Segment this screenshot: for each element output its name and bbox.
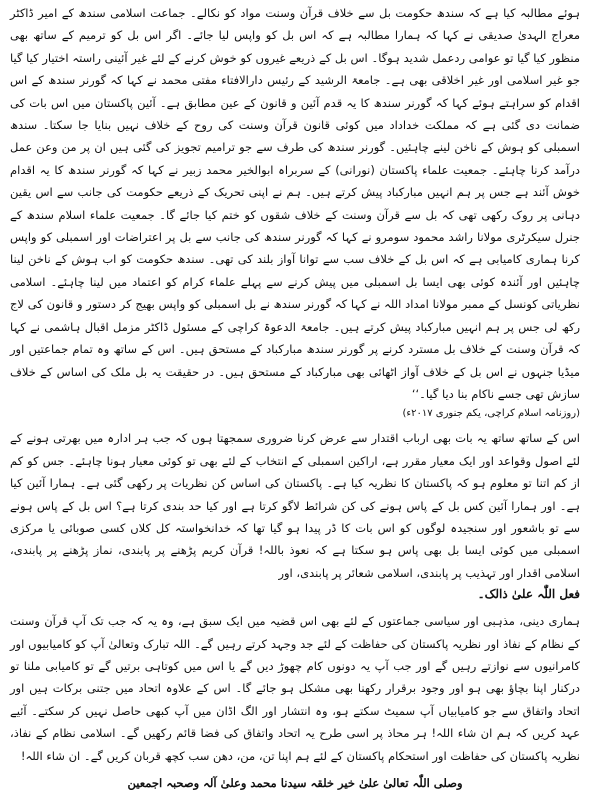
paragraph-assembly-criteria: اس کے ساتھ ساتھ یہ بات بھی ارباب اقتدار سے عرض کرنا ضروری سمجھتا ہوں کہ جب ہر ادارہ میں بھرتی ہونے کے لئے اصول وقواعد اور ایک معیار مقرر ہے، اراکین اسمبلی کے انتخاب کے لئے بھی تو کوئی معیار ہونا چاہئے۔ جس کو کم از کم اتنا تو معلوم ہو کہ پاکستان کا نظریہ کیا ہے۔ پاکستان کی اساس کن نظریات پر رکھی گئی ہے۔ ہمارا آئین کیا ہے۔ اور ہمارا آئین کس بل کے پاس ہونے کی کن شرائط لاگو کرتا ہے اور کیا حد بندی کرتا ہے؟ اس بل کے پاس ہونے سے تو باشعور اور سنجیدہ لوگوں کو اس بات کا ڈر پیدا ہو گیا تھا کہ خدانخواستہ کل کلاں کسی صوبائی یا مرکزی اسمبلی میں کوئی ایسا بل بھی پاس ہو سکتا ہے کہ نعوذ باللہ! قرآن کریم پڑھنے پر پابندی، نماز پڑھنے پر پابندی، اسلامی اقدار اور تہذیب پر پابندی، اسلامی شعائر پر پابندی، اور [10, 431, 580, 580]
article-page [10, 2, 580, 790]
arabic-phrase: فعل اللّٰہ علیٰ ذالک۔ [477, 587, 580, 602]
paragraph-statements: ہوئے مطالبہ کیا ہے کہ سندھ حکومت بل سے خلاف قرآن وسنت مواد کو نکالے۔ جماعت اسلامی سندھ کے امیر ڈاکٹر معراج الہدیٰ صدیقی نے کہا کہ ہمارا مطالبہ ہے کہ اس بل کو واپس لیا جائے۔ اگر اس بل کو ترمیم کے ساتھ بھی منظور کیا گیا تو عوامی ردعمل شدید ہوگا۔ اس بل کے ذریعے غیروں کو خوش کرنے کے لئے غیر آئینی راستہ اختیار کیا گیا جو غیر اسلامی اور غیر اخلاقی بھی ہے۔ جامعۃ الرشید کے رئیس دارالافتاء مفتی محمد نے کہا کہ گورنر سندھ کے اس اقدام کو سراہتے ہوئے کہا کہ گورنر سندھ کا یہ قدم آئین و قانون کے عین مطابق ہے۔ آئین پاکستان میں اس بات کی ضمانت دی گئی ہے کہ مملکت خداداد میں کوئی قانون قرآن وسنت کی روح کے خلاف نہیں بنایا جا سکتا۔ سندھ اسمبلی کو ہوش کے ناخن لینے چاہئیں۔ گورنر سندھ کی طرف سے جو ترامیم تجویز کی گئی ہیں ان پر من وعن عمل درآمد کرنا چاہئے۔ جمعیت علماء پاکستان (نورانی) کے سربراہ ابوالخیر محمد زبیر نے کہا کہ گورنر سندھ کا یہ اقدام خوش آئند ہے جس پر ہم انہیں مبارکباد پیش کرتے ہیں۔ ہم نے اپنی تحریک کے ذریعے حکومت کی جانب سے اس یقین دہانی پر روک رکھی تھی کہ بل سے قرآن وسنت کے خلاف شقوں کو ختم کیا جائے گا۔ جمعیت علماء اسلام سندھ کے جنرل سیکرٹری مولانا راشد محمود سومرو نے کہا کہ گورنر سندھ کی جانب سے بل پر اعتراضات اور اسمبلی کو واپس کرنا ہماری کامیابی ہے کہ اس بل کے خلاف سب سے توانا آواز بلند کی تھی۔ سندھ حکومت کو اب ہوش کے ناخن لینا چاہئیں اور آئندہ کوئی بھی ایسا بل اسمبلی میں پیش کرنے سے پہلے علماء کرام کو اعتماد میں لینا چاہئے۔ اسلامی نظریاتی کونسل کے ممبر مولانا امداد اللہ نے کہا کہ گورنر سندھ نے بل اسمبلی کو واپس بھیج کر دستور و قانون کی لاج رکھ لی جس پر ہم انہیں مبارکباد پیش کرتے ہیں۔ جامعۃ الدعوۃ کراچی کے مسئول ڈاکٹر مزمل اقبال ہاشمی نے کہا کہ قرآن وسنت کے خلاف بل مسترد کرنے پر گورنر سندھ مبارکباد کے مستحق ہیں۔ اس کے ساتھ وہ تمام جماعتیں اور میڈیا جنہوں نے اس بل کے خلاف آواز اٹھائی بھی مبارکباد کے مستحق ہیں۔ در حقیقت یہ بل ملک کی اساس کے خلاف سازش تھی جسے ناکام بنا دیا گیا۔‘‘ [10, 6, 580, 401]
closing-salutation: وصلی اللّٰہ تعالیٰ علیٰ خیر خلقہ سیدنا محمد وعلیٰ آلہ وصحبہ اجمعین [127, 776, 463, 790]
source-citation: (روزنامہ اسلام کراچی، یکم جنوری ۲۰۱۷ء) [402, 408, 580, 420]
paragraph-lesson: ہماری دینی، مذہبی اور سیاسی جماعتوں کے لئے بھی اس قضیہ میں ایک سبق ہے، وہ یہ کہ جب تک آپ قرآن وسنت کے نظام کے نفاذ اور نظریہ پاکستان کی حفاظت کے لئے جد وجہد کرتے رہیں گے۔ اللہ تبارک وتعالیٰ آپ کو کامیابیوں اور کامرانیوں سے نوازتے رہیں گے اور جب آپ یہ دونوں کام چھوڑ دیں گے یا اس میں کوتاہی برتیں گے تو کامیابی ملنا تو درکنار اپنا بچاؤ بھی ہو اور وجود برقرار رکھنا بھی مشکل ہو جائے گا۔ اس کے علاوہ اتحاد میں جتنی برکات ہیں اور اتحاد واتفاق سے جو کامیابیاں آپ سمیٹ سکتے ہو، وہ انتشار اور الگ اڈان میں آپ کبھی حاصل نہیں کر سکتے۔ آئیے عہد کریں کہ ہم ان شاء اللہ! ہر محاذ پر اسی طرح یہ اتحاد واتفاق کی فضا قائم رکھیں گے۔ اسلامی نظام کے نفاذ، نظریہ پاکستان کی حفاظت اور استحکام پاکستان کے لئے ہم اپنا تن، من، دھن سب کچھ قربان کریں گے۔ ان شاء اللہ! [10, 614, 580, 763]
